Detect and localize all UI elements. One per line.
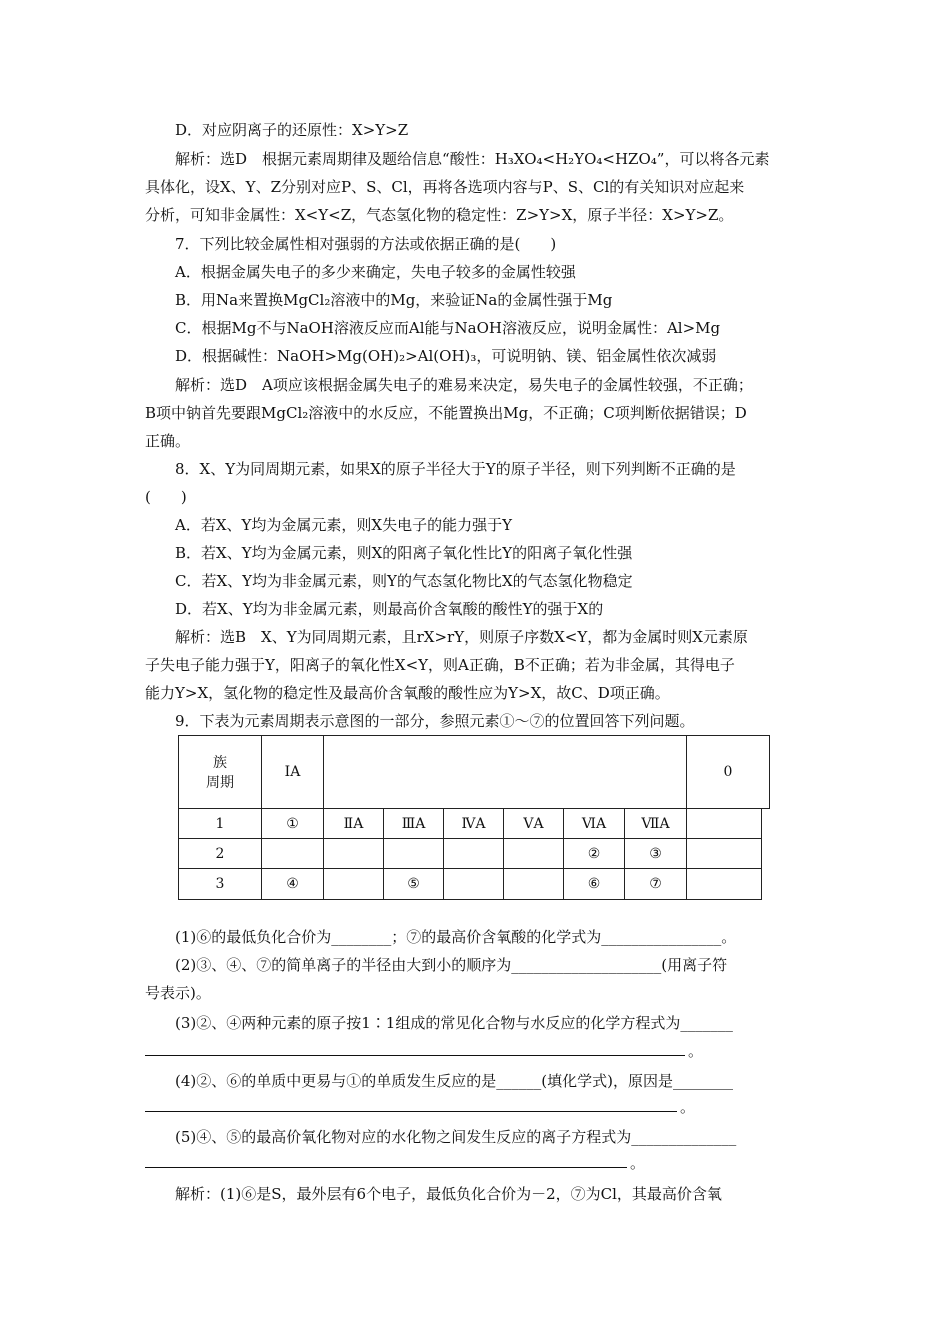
sub-question-3: (3)②、④两种元素的原子按1∶1组成的常见化合物与水反应的化学方程式为_______ (175, 1014, 733, 1032)
table-cell: ⑤ (383, 868, 444, 900)
question-7: 7．下列比较金属性相对强弱的方法或依据正确的是( ) (175, 235, 557, 253)
table-cell (503, 868, 564, 900)
table-cell (686, 868, 762, 900)
text-line: 分析，可知非金属性：X<Y<Z，气态氢化物的稳定性：Z>Y>X，原子半径：X>Y>Z。 (145, 206, 734, 224)
period-mark: 。 (688, 1042, 704, 1060)
group-header: ⅢA (383, 808, 444, 839)
text-line: 解析：选D A项应该根据金属失电子的难易来决定，易失电子的金属性较强，不正确； (175, 376, 753, 394)
text-line: D．根据碱性：NaOH>Mg(OH)₂>Al(OH)₃，可说明钠、镁、铝金属性依次减弱 (175, 347, 717, 365)
answer-blank[interactable] (145, 1054, 685, 1056)
text-line: A．若X、Y均为金属元素，则X失电子的能力强于Y (175, 516, 512, 534)
table-cell (323, 838, 384, 869)
table-cell (443, 868, 504, 900)
text-line: D．对应阴离子的还原性：X>Y>Z (175, 121, 409, 139)
period-label: 2 (178, 838, 262, 869)
text-line: 能力Y>X，氢化物的稳定性及最高价含氧酸的酸性应为Y>X，故C、D项正确。 (145, 684, 670, 702)
text-line: ( ) (145, 488, 187, 506)
table-cell: ④ (261, 868, 324, 900)
text-line: D．若X、Y均为非金属元素，则最高价含氧酸的酸性Y的强于X的 (175, 600, 604, 618)
question-8: 8．X、Y为同周期元素，如果X的原子半径大于Y的原子半径，则下列判断不正确的是 (175, 460, 736, 478)
period-header-label: 周期 (206, 775, 234, 791)
text-line: 解析：选B X、Y为同周期元素，且rX>rY，则原子序数X<Y，都为金属时则X元素原 (175, 628, 748, 646)
text-line: 号表示)。 (145, 984, 211, 1002)
table-cell (503, 838, 564, 869)
group-header-label: 族 (213, 755, 227, 771)
analysis-line: 解析：(1)⑥是S，最外层有6个电子，最低负化合价为－2，⑦为Cl，其最高价含氧 (175, 1185, 722, 1203)
group-header: ⅥA (563, 808, 625, 839)
text-line: 子失电子能力强于Y，阳离子的氧化性X<Y，则A正确，B不正确；若为非金属，其得电子 (145, 656, 735, 674)
period-label: 3 (178, 868, 262, 900)
group-header: ⅤA (503, 808, 564, 839)
table-cell: ⑥ (563, 868, 625, 900)
table-cell (383, 838, 444, 869)
sub-question-1: (1)⑥的最低负化合价为________；⑦的最高价含氧酸的化学式为________________。 (175, 928, 737, 946)
table-cell (686, 838, 762, 869)
text-line: C．若X、Y均为非金属元素，则Y的气态氢化物比X的气态氢化物稳定 (175, 572, 633, 590)
text-line: B．若X、Y均为金属元素，则X的阳离子氧化性比Y的阳离子氧化性强 (175, 544, 633, 562)
table-cell: ⑦ (624, 868, 687, 900)
table-cell (443, 838, 504, 869)
period-label: 1 (178, 808, 262, 839)
group-header: ⅡA (323, 808, 384, 839)
table-cell: ① (261, 808, 324, 839)
answer-blank[interactable] (145, 1110, 677, 1112)
table-cell: ② (563, 838, 625, 869)
table-header-gap (323, 735, 687, 809)
sub-question-4: (4)②、⑥的单质中更易与①的单质发生反应的是______(填化学式)，原因是________ (175, 1072, 733, 1090)
table-cell (686, 808, 762, 839)
table-cell: ③ (624, 838, 687, 869)
sub-question-2: (2)③、④、⑦的简单离子的半径由大到小的顺序为____________________(用离子符 (175, 956, 728, 974)
period-mark: 。 (680, 1098, 696, 1116)
period-mark: 。 (630, 1154, 646, 1172)
text-line: 具体化，设X、Y、Z分别对应P、S、Cl，再将各选项内容与P、S、Cl的有关知识对应起来 (145, 178, 745, 196)
table-cell (323, 868, 384, 900)
sub-question-5: (5)④、⑤的最高价氧化物对应的水化物之间发生反应的离子方程式为______________ (175, 1128, 737, 1146)
question-9: 9．下表为元素周期表示意图的一部分，参照元素①～⑦的位置回答下列问题。 (175, 712, 695, 730)
group-header: ⅦA (624, 808, 687, 839)
text-line: C．根据Mg不与NaOH溶液反应而Al能与NaOH溶液反应，说明金属性：Al>Mg (175, 319, 721, 337)
table-cell (261, 838, 324, 869)
text-line: 正确。 (145, 432, 191, 450)
group-1a-header: ⅠA (261, 735, 324, 809)
text-line: B．用Na来置换MgCl₂溶液中的Mg，来验证Na的金属性强于Mg (175, 291, 613, 309)
text-line: B项中钠首先要跟MgCl₂溶液中的水反应，不能置换出Mg，不正确；C项判断依据错误；D (145, 404, 747, 422)
text-line: 解析：选D 根据元素周期律及题给信息“酸性：H₃XO₄<H₂YO₄<HZO₄”，可以将各元素 (175, 150, 770, 168)
text-line: A．根据金属失电子的多少来确定，失电子较多的金属性较强 (175, 263, 576, 281)
group-header: ⅣA (443, 808, 504, 839)
table-corner-header (178, 735, 262, 809)
answer-blank[interactable] (145, 1166, 627, 1168)
group-0-header: 0 (686, 735, 770, 809)
